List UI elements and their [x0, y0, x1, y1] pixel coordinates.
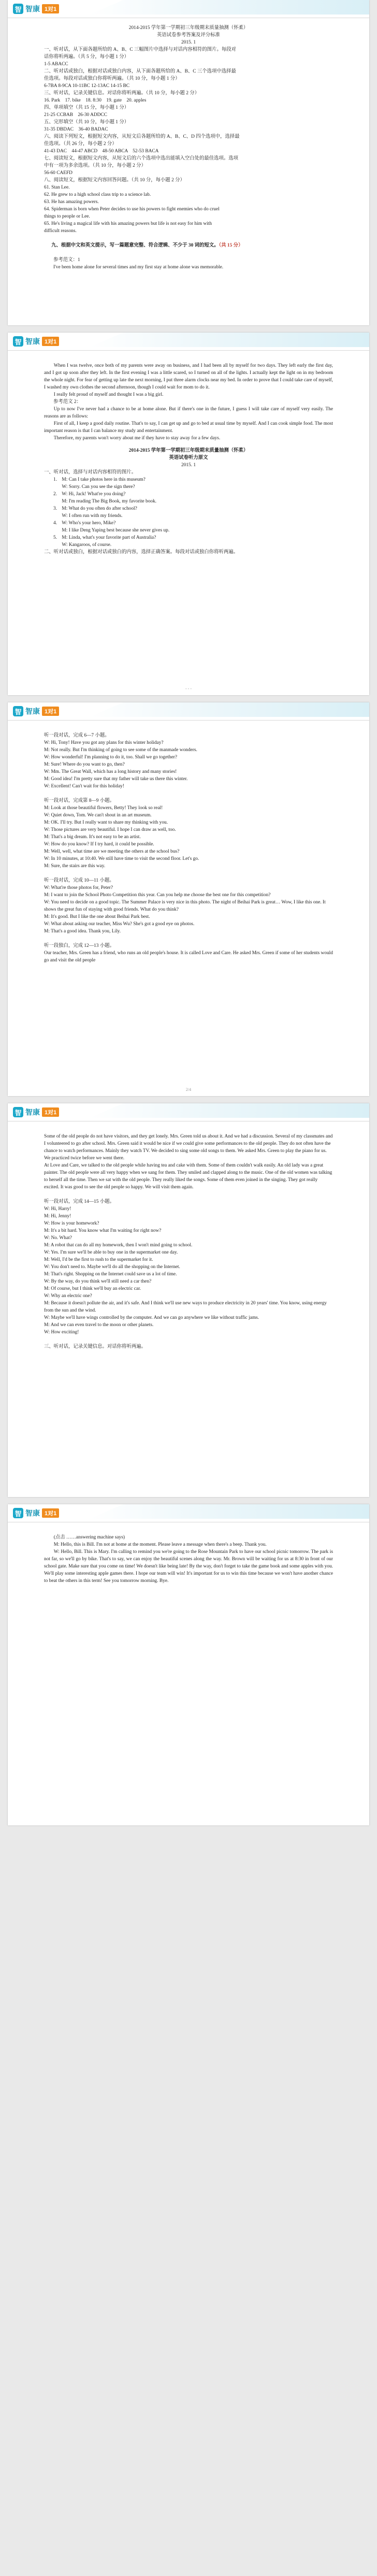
- header-decoration: [90, 1103, 369, 1118]
- page-number: - - -: [185, 686, 192, 691]
- text-line: W: Quiet down, Tom. We can't shout in an art museum.: [44, 813, 152, 818]
- text-line: 听一段对话，完成 14—15 小题。: [44, 1199, 114, 1204]
- page-header: [8, 0, 369, 18]
- text-line: 三、听对话，记录关键信息。对话你将听两遍。: [44, 1344, 146, 1349]
- document-page-2: [8, 333, 369, 695]
- brand-badge: 1对1: [42, 337, 59, 346]
- reference-label: 参考范文：1: [53, 257, 80, 263]
- text-line: M: It's a bit hard. You know what I'm waiting for right now?: [44, 1228, 162, 1233]
- page-header: [8, 702, 369, 721]
- page-header: [8, 1504, 369, 1522]
- brand-name: 智康: [25, 5, 40, 13]
- essay-paragraph: I really felt proud of myself and thought I was a big girl.: [53, 392, 164, 397]
- text-line: W: Excellent! Can't wait for this holiday!: [44, 784, 124, 789]
- document-page-1: [8, 0, 369, 325]
- text-line: 六、阅读下列短文，根据短文内容，从短文后各题所给的 A、B、C、D 四个选项中，选择最: [44, 134, 240, 139]
- transcript-date: 2015. 1: [181, 463, 196, 468]
- text-line: 3. M: What do you often do after school?: [53, 506, 137, 511]
- text-line: 5. M: Linda, what's your favorite part of Australia?: [53, 535, 156, 540]
- text-line: 64. Spiderman is born when Peter decides to use his powers to fight enemies who do cruel: [44, 207, 220, 212]
- brand-badge: 1对1: [42, 1508, 59, 1518]
- text-line: 41-43 DAC 44-47 ABCD 48-50 ABCA 52-53 BACA: [44, 149, 159, 154]
- text-line: 话你将听两遍。（共 5 分，每小题 1 分）: [44, 54, 129, 60]
- brand-logo: [13, 4, 59, 14]
- text-line: 听一段对话，完成 6—7 小题。: [44, 733, 110, 738]
- brand-logo: [13, 706, 59, 716]
- brand-logo: [13, 336, 59, 347]
- document-page-4: [8, 1103, 369, 1497]
- brand-badge: 1对1: [42, 1107, 59, 1117]
- transcript-subtitle: 英语试卷听力原文: [169, 455, 208, 460]
- text-line: M: Of course, but I think we'll buy an electric car.: [44, 1286, 141, 1291]
- essay-paragraph: When I was twelve, once both of my parents were away on business, and I had been all by myself for two days. They left early the first day, and I got up soon after they left. In the first evening I was a little scared, so I turned on all of the lights. I actually kept the light on in my bedroom the whole night. For fear of getting up late the next morning, I put three alarm clocks near my bed. In order to prove that I could take care of myself, I washed my own clothes the second afternoon, though I could wait for mom to do it.: [44, 363, 333, 390]
- text-line: Our teacher, Mrs. Green has a friend, who runs an old people's house. It is called Love and Care. He asked Mrs. Green if some of her students would go and visit the old people: [44, 951, 335, 963]
- text-line: 31-35 DBDAC 36-40 BADAC: [44, 127, 108, 132]
- text-line: 四、单项填空（共 15 分，每小题 1 分）: [44, 105, 129, 110]
- text-line: M: That's a big dream. It's not easy to be an artist.: [44, 834, 141, 840]
- brand-mark-icon: 智: [13, 1508, 23, 1518]
- reference-2-label: 参考范文 2：: [53, 399, 81, 405]
- brand-badge: 1对1: [42, 707, 59, 716]
- essay-paragraph: Therefore, my parents won't worry about me if they have to stay away for a few days.: [53, 436, 221, 441]
- text-line: 听一段独白，完成 12—13 小题。: [44, 943, 114, 948]
- text-line: W: Maybe we'll have wings controlled by the computer. And we can go anywhere we like without traffic jams.: [44, 1315, 259, 1320]
- text-line: 6-7BA 8-9CA 10-11BC 12-13AC 14-15 BC: [44, 83, 130, 89]
- text-line: M: That's right. Shopping on the Internet could save us a lot of time.: [44, 1272, 177, 1277]
- text-line: W: Hello, Bill. This is Mary. I'm calling to remind you we're going to the Rose Mountain Park to have our school picnic tomorrow. The park is not far, so we'll go by bike. That's to say, we can enjoy the beautiful scenes along the way. Mr. Brown will be waiting for us at 8:30 in front of our school gate. Make sure that you come on time! We doesn't like being late! By the way, don't forget to take the game book and some apples with you. We'll play some interesting apple games there. I hope our team will win! It's important for us to win this time because we won't have another chance to beat the others in this term! See you tomorrow morning. Bye.: [44, 1549, 333, 1584]
- text-line: M: It's good. But I like the one about Beihai Park best.: [44, 914, 150, 919]
- text-line: M: A robot that can do all my homework, then I won't mind going to school.: [44, 1243, 193, 1248]
- exam-subtitle: 英语试卷参考答案及评分标准: [157, 33, 220, 38]
- header-decoration: [90, 1504, 369, 1519]
- text-line: W: By the way, do you think we'll still need a car then?: [44, 1279, 152, 1284]
- brand-logo: [13, 1107, 59, 1117]
- transcript-lines: [44, 1133, 333, 1350]
- text-line: W: You need to decide on a good topic. The Summer Palace is very nice in this photo. The night of Beihai Park is great… Wow, I like this one. It shows the great fun of staying with good friends. What do you think?: [44, 900, 327, 912]
- text-line: M: I'm reading The Big Book, my favorite book.: [53, 499, 157, 504]
- text-line: M: Well, well, what time are we meeting the others at the school bus?: [44, 849, 180, 854]
- text-line: 4. W: Who's your hero, Mike?: [53, 521, 116, 526]
- text-line: W: Those pictures are very beautiful. I hope I can draw as well, too.: [44, 827, 176, 832]
- text-line: W: In 10 minutes, at 10:40. We still have time to visit the second floor. Let's go.: [44, 856, 199, 861]
- text-line: W: Hi, Harry!: [44, 1206, 71, 1212]
- text-line: W: What're those photos for, Peter?: [44, 885, 113, 890]
- text-line: [44, 1191, 333, 1198]
- writing-score: （共 15 分）: [219, 243, 243, 248]
- text-line: W: I often run with my friends.: [53, 513, 123, 519]
- text-line: M: Hi, Jenny!: [44, 1214, 71, 1219]
- text-line: 1-5 ABACC: [44, 62, 68, 67]
- text-line: W: Mm. The Great Wall, which has a long history and many stories!: [44, 769, 177, 774]
- text-line: W: Sorry. Can you see the sign there?: [53, 484, 135, 490]
- text-line: M: I want to join the School Photo Competition this year. Can you help me choose the best one for this competition?: [44, 893, 271, 898]
- text-line: M: And we can even travel to the moon or other planets.: [44, 1322, 154, 1328]
- text-line: W: How do you know? If I try hard, it could be possible.: [44, 842, 154, 847]
- text-line: [44, 935, 333, 942]
- text-line: 61. Stan Lee.: [44, 185, 70, 190]
- text-line: 一、听对话，从下面各题所给的 A、B、C 三幅图片中选择与对话内容相符的图片。每段对: [44, 47, 236, 52]
- section-heading: 二、听对话或独白，根据对话或独白的内容，选择正确答案。每段对话或独白你将听两遍。: [44, 550, 239, 555]
- page-header: [8, 1103, 369, 1121]
- text-line: M: Good idea! I'm pretty sure that my father will take us there this winter.: [44, 776, 188, 782]
- text-line: 2. W: Hi, Jack! What're you doing?: [53, 492, 126, 497]
- brand-name: 智康: [25, 337, 40, 346]
- text-line: W: Yes. I'm sure we'll be able to buy one in the supermarket one day.: [44, 1250, 178, 1255]
- transcript-lines: [44, 732, 333, 964]
- essay-paragraph: First of all, I keep a good daily routine. That's to say, I can get up and go to bed at usual time by myself. And I can cook simple food. The most important reason is that I can balance my study and entertainment.: [44, 421, 333, 434]
- text-line: 二、听对话或独白，根据对话或独白内容，从下面各题所给的 A、B、C 三个选项中选择最: [44, 69, 236, 74]
- text-line: W: How exciting!: [44, 1330, 79, 1335]
- text-line: [44, 870, 333, 877]
- header-decoration: [90, 702, 369, 717]
- text-line: 21-25 CCBAB 26-30 ADDCC: [44, 112, 107, 118]
- text-line: M: Sure! Where do you want to go, then?: [44, 762, 125, 767]
- text-line: M: Well, I'd be the first to rush to the supermarket for it.: [44, 1257, 153, 1262]
- text-line: M: Not really. But I'm thinking of going to see some of the manmade wonders.: [44, 747, 197, 753]
- transcript-lines: [44, 1534, 333, 1585]
- brand-logo: [13, 1508, 59, 1518]
- brand-name: 智康: [25, 1509, 40, 1517]
- brand-badge: 1对1: [42, 4, 59, 13]
- brand-name: 智康: [25, 707, 40, 715]
- text-line: 五、完形填空（共 10 分，每小题 1 分）: [44, 120, 129, 125]
- text-line: M: Hello, this is Bill. I'm not at home at the moment. Please leave a message when there's a beep. Thank you.: [53, 1542, 267, 1547]
- text-line: Some of the old people do not have visitors, and they get lonely. Mrs. Green told us about it. And we had a discussion. Several of my classmates and I volunteered to go after school. Mrs. Green said it would be nice if we could give some performances to the old people. They do not often have the chance to watch performances. Mainly they watch TV. We decided to sing some old songs to them. We asked Mrs. Green to play the piano for us. We practiced twice before we went there.: [44, 1134, 334, 1161]
- text-line: 佳选项。（共 26 分，每小题 2 分）: [44, 141, 117, 147]
- text-line: W: How wonderful! I'm planning to do it, too. Shall we go together?: [44, 755, 178, 760]
- text-line: [44, 790, 333, 797]
- text-line: difficult reasons.: [44, 228, 77, 234]
- text-line: M: Sure, the stairs are this way.: [44, 864, 106, 869]
- text-line: M: OK. I'll try. But I really want to share my thinking with you.: [44, 820, 168, 825]
- brand-mark-icon: 智: [13, 4, 23, 14]
- text-line: 佳选项。每段对话或独白你将听两遍。（共 10 分，每小题 1 分）: [44, 76, 180, 81]
- text-line: things to people or Lee.: [44, 214, 90, 219]
- text-line: 62. He grew to a high school class trip to a science lab.: [44, 192, 151, 197]
- brand-mark-icon: 智: [13, 706, 23, 716]
- text-line: W: What about asking our teacher, Miss Wu? She's got a good eye on photos.: [44, 922, 195, 927]
- text-line: M: Because it doesn't pollute the air, and it's safe. And I think we'll use new ways to produce electricity in 20 years' time. You know, using energy from the sun and the wind.: [44, 1301, 328, 1313]
- brand-name: 智康: [25, 1108, 40, 1116]
- text-line: M: I like Deng Yaping best because she never gives up.: [53, 528, 170, 533]
- answer-key: [44, 46, 333, 235]
- text-line: W: How is your homework?: [44, 1221, 99, 1226]
- text-line: 中有一项为多余选项。（共 10 分，每小题 2 分）: [44, 163, 146, 168]
- text-line: [44, 1336, 333, 1343]
- text-line: W: No. What?: [44, 1235, 72, 1241]
- essay-paragraph: Up to now I've never had a chance to be at home alone. But if there's one in the future, I guess I will take care of myself very easily. The reasons are as follows:: [44, 407, 333, 419]
- text-line: 56-60 CAEFD: [44, 170, 72, 176]
- text-line: 听一段对话，完成第 8—9 小题。: [44, 798, 114, 803]
- header-decoration: [90, 333, 369, 347]
- exam-title: 2014-2015 学年第一学期初三年级期末质量抽测（怀柔）: [128, 25, 249, 31]
- text-line: 65. He's living a magical life with his amazing powers but life is not easy for him with: [44, 221, 212, 226]
- page-number: 2/4: [185, 1087, 192, 1092]
- writing-label: 九、根据中文和英文提示，写一篇题意完整、符合逻辑、不少于 30 词的短文。: [51, 243, 219, 248]
- section-heading: 一、听对话，选择与对话内容相符的图片。: [44, 470, 137, 475]
- transcript-title: 2014-2015 学年第一学期初三年级期末质量抽测（怀柔）: [128, 448, 249, 453]
- text-line: W: Hi, Tony! Have you got any plans for this winter holiday?: [44, 740, 164, 745]
- reference-text: I've been home alone for several times and my first stay at home alone was memorable.: [53, 265, 224, 270]
- text-line: 16. Park 17. bike 18. 8:30 19. gate 20. apples: [44, 98, 147, 103]
- text-line: W: Why an electric one?: [44, 1293, 92, 1299]
- text-line: 三、听对话，记录关键信息。对话你将听两遍。（共 10 分，每小题 2 分）: [44, 91, 199, 96]
- text-line: 听一段对话，完成 10—11 小题。: [44, 878, 114, 883]
- text-line: 1. M: Can I take photos here in this museum?: [53, 477, 146, 482]
- brand-mark-icon: 智: [13, 336, 23, 347]
- brand-mark-icon: 智: [13, 1107, 23, 1117]
- text-line: 七、阅读短文，根据短文内容，从短文后的六个选项中选出能填入空白处的最佳选项。选项: [44, 156, 239, 161]
- document-page-3: [8, 702, 369, 1096]
- text-line: 八、阅读短文，根据短文内容回答问题。（共 10 分，每小题 2 分）: [44, 178, 185, 183]
- text-line: 63. He has amazing powers.: [44, 199, 99, 205]
- header-decoration: [90, 0, 369, 15]
- document-page-5: [8, 1504, 369, 1825]
- dialog-list: [44, 476, 333, 549]
- page-header: [8, 333, 369, 351]
- text-line: W: Kangaroos, of course.: [53, 542, 112, 548]
- text-line: M: That's a good idea. Thank you, Lily.: [44, 929, 121, 934]
- text-line: (点击 ……answering machine says): [53, 1535, 125, 1540]
- text-line: W: You don't need to. Maybe we'll do all the shopping on the Internet.: [44, 1264, 180, 1270]
- exam-date: 2015. 1: [181, 40, 196, 45]
- text-line: At Love and Care, we talked to the old people while having tea and cake with them. Some of them couldn't walk easily. An old lady was a great painter. The old people were all very happy when we sang for them. They smiled and clapped along to the music. One of the old women was talking to herself all the time. Then we sat with the old people. They really liked the songs. Some of them even joined in the singing. They got really excited. It was good to see the old people so happy. We will visit them again.: [44, 1163, 334, 1190]
- text-line: M: Look at those beautiful flowers, Betty! They look so real!: [44, 805, 163, 811]
